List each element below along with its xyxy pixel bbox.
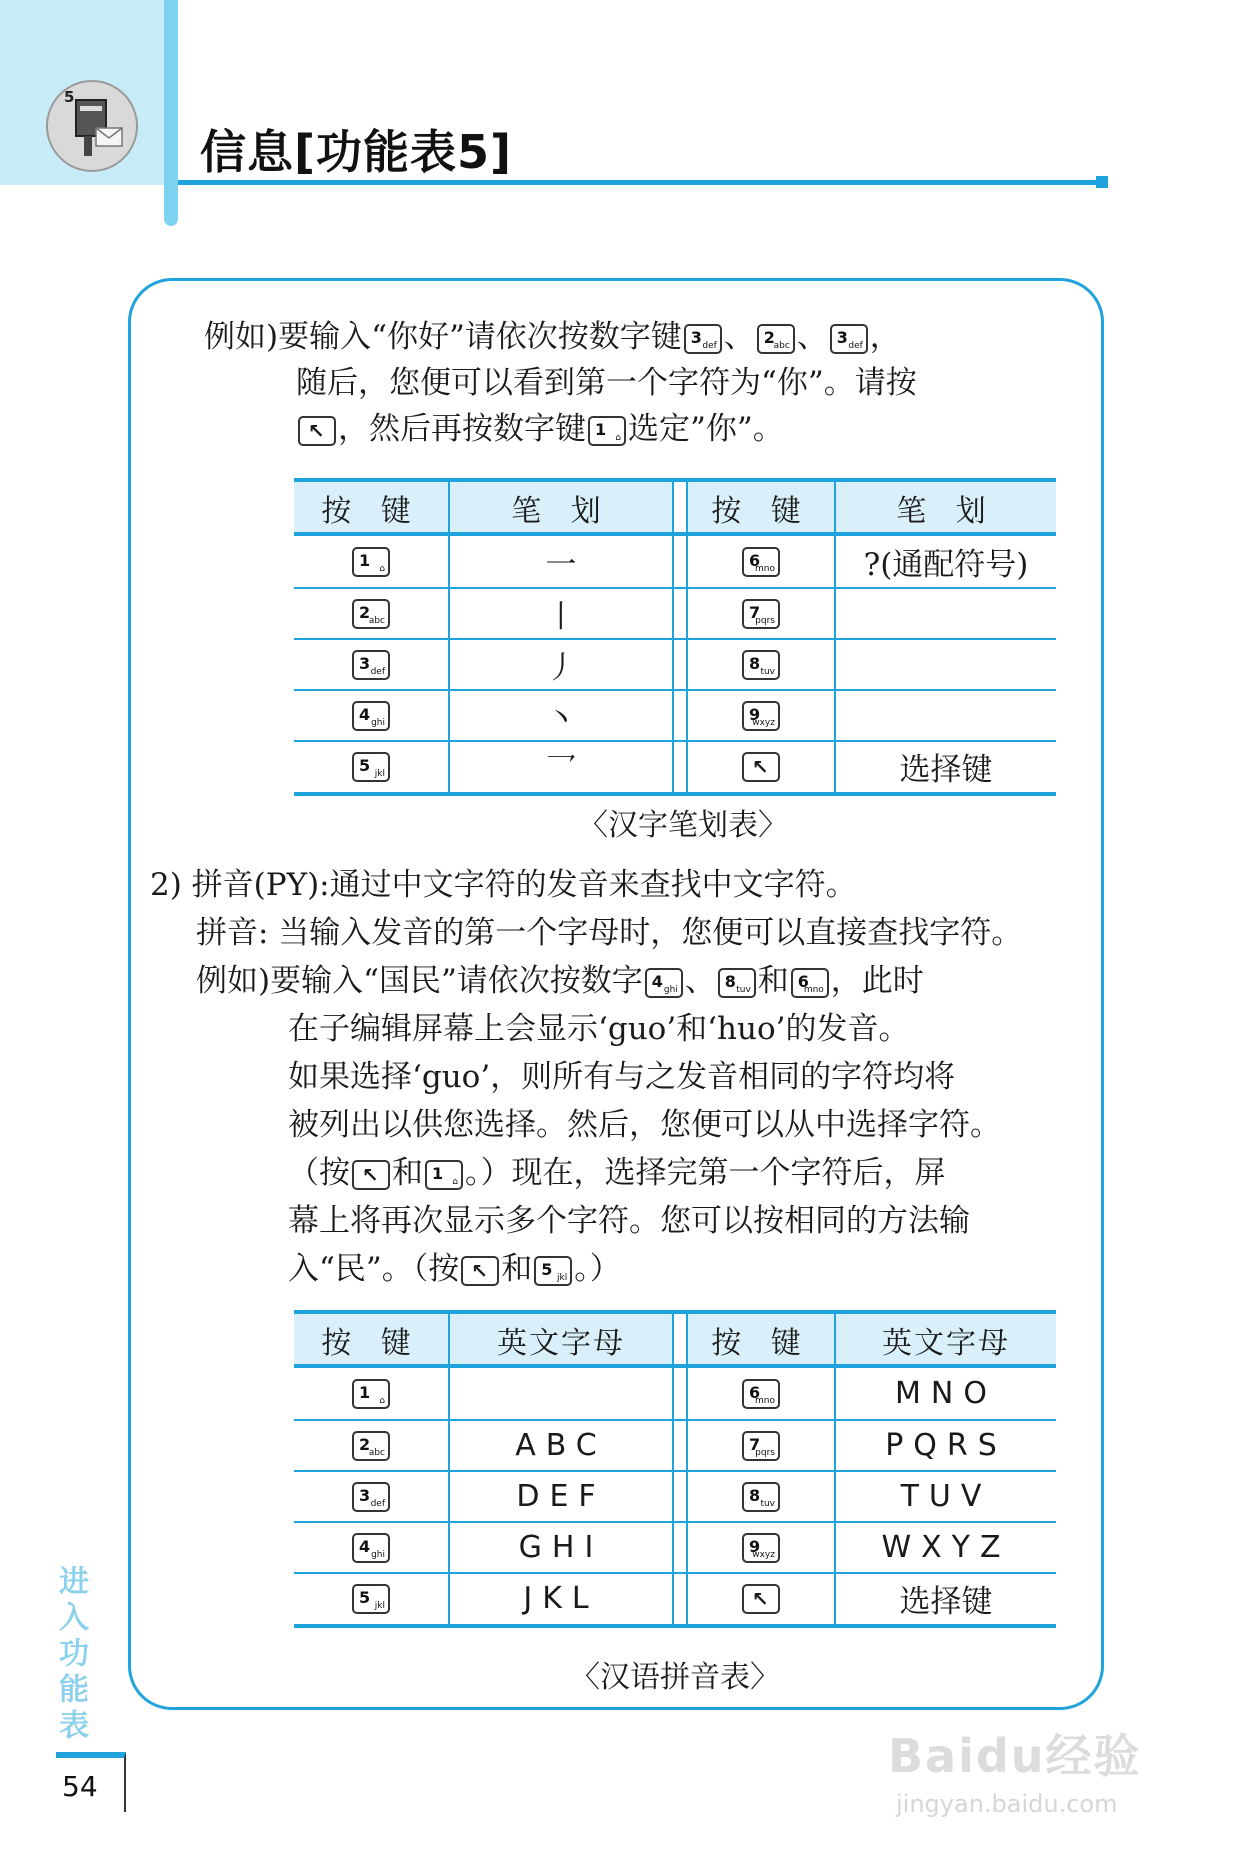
call-key-icon: ↖: [298, 416, 336, 446]
mailbox-icon: [48, 82, 138, 172]
baidu-watermark: Baidu经验: [888, 1729, 1142, 1783]
pinyin-line8-text: 入“民”。（按: [288, 1251, 460, 1287]
title-underline: [178, 180, 1106, 185]
example1-line1-suffix: ，: [869, 319, 901, 355]
key-3-icon: 3 def: [684, 324, 722, 354]
letters-value: ABC: [515, 1428, 607, 1463]
pinyin-line8: [288, 1250, 621, 1288]
call-key-icon: ↖: [461, 1256, 499, 1286]
stroke-table-header: [294, 482, 1056, 533]
pinyin-line2-suffix: ，此时: [830, 963, 924, 999]
key-6-icon: 6 mno: [742, 547, 780, 577]
key-6-icon: 6 mno: [742, 1379, 780, 1409]
table-row: [294, 1471, 1056, 1522]
key-3-icon: 3 def: [830, 324, 868, 354]
table-row: [294, 690, 1056, 741]
stroke-value: 丶: [545, 701, 577, 737]
table-row: [294, 1368, 1056, 1419]
example1-line3-text: ，然后再按数字键: [338, 411, 586, 447]
title-underline-end: [1096, 176, 1108, 188]
stroke-value: [836, 639, 1056, 690]
pinyin-line2: 例如)要输入“国民”请依次按数字 4 ghi 、 8 tuv 和 6 mno ，此时: [196, 963, 924, 999]
key-2-icon: 2 abc: [352, 599, 390, 629]
side-section-label: 进入功能表: [53, 1565, 88, 1745]
baidu-watermark-url: jingyan.baidu.com: [896, 1790, 1118, 1818]
corner-accent-bar: [164, 0, 178, 226]
badge-number: 5: [64, 88, 75, 106]
stroke-value: [836, 690, 1056, 741]
pinyin-line3: 在子编辑屏幕上会显示‘guo’和‘huo’的发音。: [288, 1011, 910, 1047]
table-row: [294, 741, 1056, 792]
pinyin-line7: 幕上将再次显示多个字符。您可以按相同的方法输: [288, 1203, 970, 1239]
pinyin-table-caption: 〈汉语拼音表〉: [570, 1660, 780, 1695]
stroke-header-key-right: 按 键: [688, 482, 834, 533]
letters-value: DEF: [516, 1479, 606, 1514]
call-key-icon: ↖: [742, 1584, 780, 1614]
key-3-icon: 3 def: [352, 650, 390, 680]
example1-line3-end: 选定”你”。: [628, 411, 784, 447]
table-row: [294, 1420, 1056, 1471]
stroke-header-stroke-left: 笔 划: [450, 482, 672, 533]
pinyin-line2-and: 和: [757, 963, 789, 999]
example1-line2: 随后，您便可以看到第一个字符为“你”。请按: [296, 365, 917, 401]
key-5-icon: 5 jkl: [352, 752, 390, 782]
pinyin-header-key-left: 按 键: [294, 1314, 448, 1365]
pinyin-table: [294, 1310, 1056, 1630]
letters-value: TUV: [900, 1479, 992, 1514]
stroke-value: 乛: [545, 752, 577, 788]
letters-value: PQRS: [885, 1428, 1007, 1463]
letters-value: WXYZ: [881, 1530, 1011, 1565]
page-number: 54: [62, 1770, 98, 1803]
letters-value: MNO: [895, 1376, 997, 1411]
key-4-icon: 4 ghi: [352, 1533, 390, 1563]
call-key-icon: ↖: [742, 752, 780, 782]
key-8-icon: 8 tuv: [718, 968, 756, 998]
table-row: [294, 588, 1056, 639]
key-7-icon: 7 pqrs: [742, 599, 780, 629]
stroke-value: [836, 588, 1056, 639]
key-2-icon: 2 abc: [757, 324, 795, 354]
stroke-table-caption: 〈汉字笔划表〉: [578, 808, 788, 843]
pinyin-header-key-right: 按 键: [688, 1314, 834, 1365]
pinyin-line6: [288, 1154, 946, 1192]
key-5-icon: 5 jkl: [534, 1256, 572, 1286]
stroke-value: 丨: [545, 599, 577, 635]
key-7-icon: 7 pqrs: [742, 1431, 780, 1461]
table-row: [294, 1573, 1056, 1624]
menu-badge: [46, 80, 138, 172]
key-8-icon: 8 tuv: [742, 1482, 780, 1512]
key-4-icon: 4 ghi: [645, 968, 683, 998]
stroke-header-key-left: 按 键: [294, 482, 448, 533]
key-3-icon: 3 def: [352, 1482, 390, 1512]
example1-line3: [296, 410, 784, 448]
page-title: 信息[功能表5]: [200, 125, 513, 179]
pinyin-line6-suffix: 。）现在，选择完第一个字符后，屏: [465, 1155, 946, 1191]
call-key-icon: ↖: [352, 1160, 390, 1190]
pinyin-line6-text: （按: [288, 1155, 350, 1191]
key-1-icon: 1 ⌂: [352, 1379, 390, 1409]
pinyin-header-letters-right: 英文字母: [836, 1314, 1056, 1365]
table-row: [294, 639, 1056, 690]
pinyin-line4: 如果选择‘guo’，则所有与之发音相同的字符均将: [288, 1059, 956, 1095]
letters-value: JKL: [523, 1581, 599, 1616]
pinyin-line2-text: 例如)要输入“国民”请依次按数字: [196, 963, 643, 999]
key-2-icon: 2 abc: [352, 1431, 390, 1461]
letters-value: GHI: [518, 1530, 604, 1565]
pinyin-heading: 2) 拼音(PY):通过中文字符的发音来查找中文字符。: [150, 867, 857, 903]
key-1-icon: 1 ⌂: [588, 416, 626, 446]
key-1-icon: 1 ⌂: [352, 547, 390, 577]
key-5-icon: 5 jkl: [352, 1584, 390, 1614]
key-6-icon: 6 mno: [791, 968, 829, 998]
table-row: [294, 1522, 1056, 1573]
stroke-value: ?(通配符号): [863, 547, 1029, 583]
pinyin-line6-and: 和: [392, 1155, 423, 1191]
stroke-value: 选择键: [899, 752, 993, 788]
pinyin-header-letters-left: 英文字母: [450, 1314, 672, 1365]
pinyin-line8-and: 和: [501, 1251, 533, 1287]
example1-line1: 例如)要输入“你好”请依次按数字键 3 def 、 2 abc 、 3 def ，: [204, 319, 901, 355]
key-4-icon: 4 ghi: [352, 701, 390, 731]
example1-line1-text: 例如)要输入“你好”请依次按数字键: [204, 319, 682, 355]
table-row: [294, 536, 1056, 587]
pinyin-table-header: [294, 1314, 1056, 1365]
pinyin-line5: 被列出以供您选择。然后，您便可以从中选择字符。: [288, 1107, 1001, 1143]
key-9-icon: 9 wxyz: [742, 1533, 780, 1563]
stroke-header-stroke-right: 笔 划: [836, 482, 1056, 533]
stroke-value: 一: [545, 547, 577, 583]
letters-value: [450, 1368, 672, 1419]
key-9-icon: 9 wxyz: [742, 701, 780, 731]
pinyin-line8-suffix: 。）: [574, 1251, 621, 1287]
key-1-icon: 1 ⌂: [425, 1160, 463, 1190]
letters-value: 选择键: [899, 1584, 993, 1620]
stroke-table: [294, 478, 1056, 788]
pinyin-line1: 拼音: 当输入发音的第一个字母时，您便可以直接查找字符。: [196, 915, 1023, 951]
key-8-icon: 8 tuv: [742, 650, 780, 680]
stroke-value: 丿: [545, 650, 577, 686]
